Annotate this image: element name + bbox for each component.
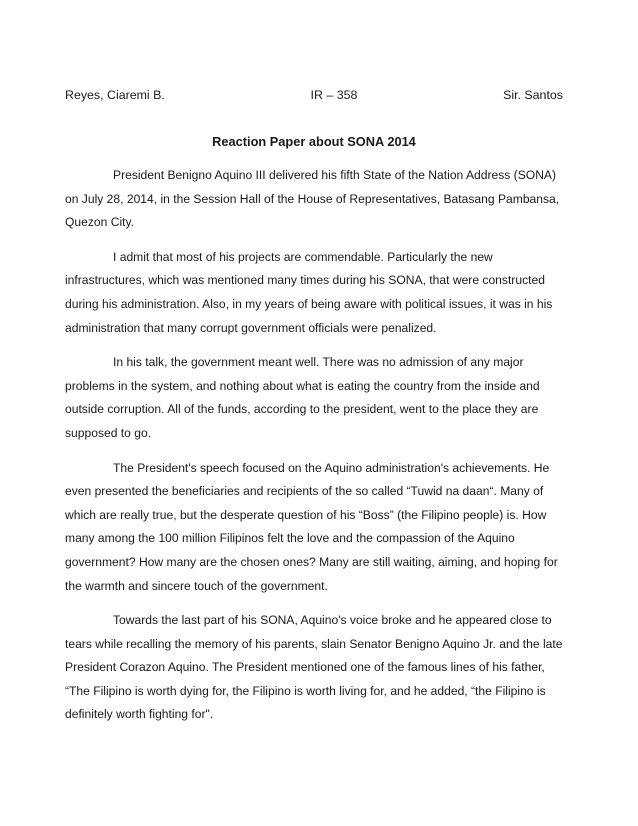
document-title: Reaction Paper about SONA 2014 [212,134,416,149]
document-body [65,164,563,738]
paragraph-2: I admit that most of his projects are commendable. Particularly the new infrastructures, which was mentioned many times during his SONA, that were constructed during his administration. Also, in my years of being aware with political issues, it was in his administration that many corrupt government officials were penalized. [65,249,553,335]
instructor-name: Sir. Santos [503,88,563,102]
paragraph-5: Towards the last part of his SONA, Aquino's voice broke and he appeared close to tears while recalling the memory of his parents, slain Senator Benigno Aquino Jr. and the late President Corazon Aquino. The President mentioned one of the famous lines of his father, “The Filipino is worth dying for, the Filipino is worth living for, and he added, “the Filipino is definitely worth fighting for". [65,613,563,722]
paragraph-4: The President's speech focused on the Aquino administration's achievements. He even presented the beneficiaries and recipients of the so called “Tuwid na daan“. Many of which are really true, but the desperate question of his “Boss” (the Filipino people) is. How many among the 100 million Filipinos felt the love and the compassion of the Aquino government? How many are the chosen ones? Many are still waiting, aiming, and hoping for the warmth and sincere touch of the government. [65,460,558,593]
course-code: IR – 358 [310,88,358,102]
paragraph-3: In his talk, the government meant well. There was no admission of any major problems in the system, and nothing about what is eating the country from the inside and outside corruption. All of the funds, according to the president, went to the place they are supposed to go. [65,355,540,440]
paragraph-1: President Benigno Aquino III delivered his fifth State of the Nation Address (SONA) on July 28, 2014, in the Session Hall of the House of Representatives, Batasang Pambansa, Quezon City. [65,168,560,230]
student-name: Reyes, Ciaremi B. [65,88,165,102]
document-header [65,88,563,103]
